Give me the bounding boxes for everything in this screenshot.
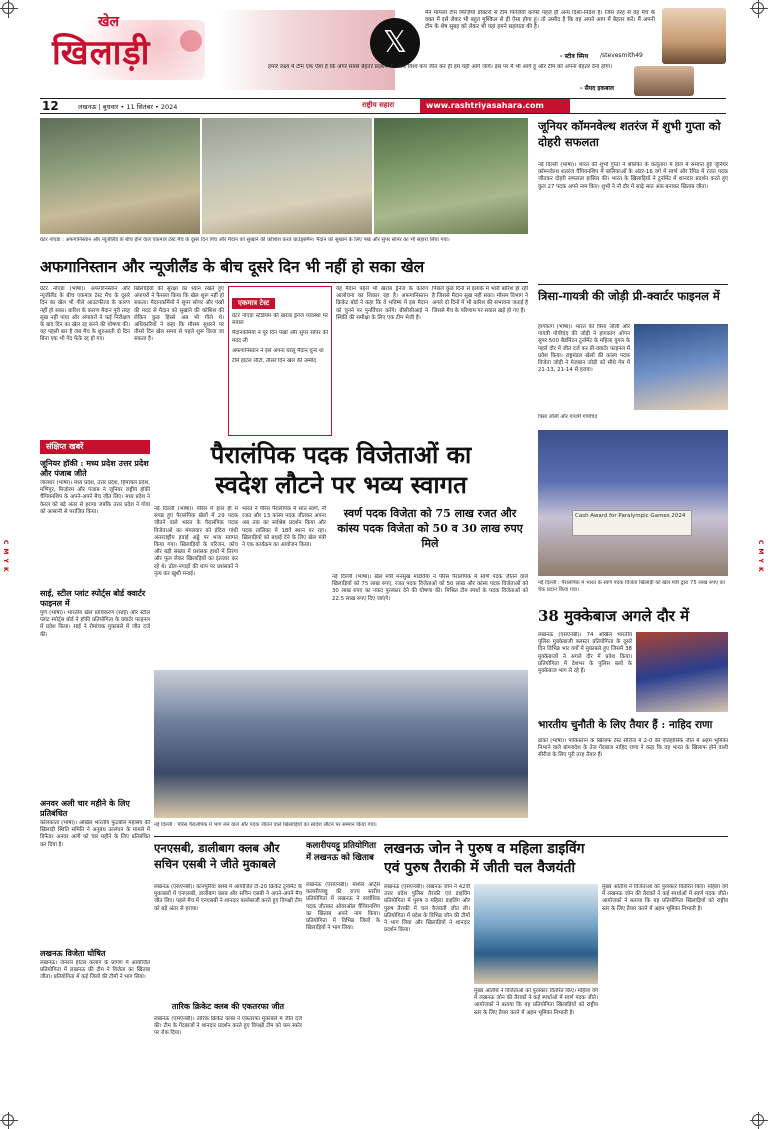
badminton-headline: त्रिसा-गायत्री की जोड़ी प्री-क्वार्टर फाइनल में — [538, 289, 720, 303]
cricket-headline: एनएसबी, डालीबाग क्लब और सचिन एसबी ने जीते मुकाबले — [154, 841, 280, 871]
lead-body-col3: यह मैदान पहले भी खराब ड्रेनेज के कारण आलोचना का शिकार रहा है। अफगानिस्तान क्रिकेट बोर्ड ने कहा कि वे भविष्य में इस मैदान को चुनने पर पुनर्विचार करेंगे। बीसीसीआई ने स्थिति की समीक्षा के लिए एक टीम भेजी है। — [336, 286, 428, 321]
lead-body-col2: खिलाड़ियों की सुरक्षा का ध्यान रखते हुए अंपायरों ने फैसला किया कि खेल शुरू नहीं हो सकता। मैदानकर्मियों ने सुपर सोपर और पंखों की मदद से मैदान को सुखाने की कोशिश की लेकिन कुछ हिस्से अब भी गीले थे। अधिकारियों ने कहा कि मौसम सुधरने पर तीसरे दिन खेल समय से पहले शुरू किया जा सकता है। — [134, 286, 224, 343]
brief-headline-2: साई, स्टील प्लांट स्पोर्ट्स बोर्ड क्वार्टर फाइनल में — [40, 588, 146, 608]
lead-fact-1: ग्रेटर नोएडा स्टेडियम की खराब ड्रेनेज व्यवस्था पर सवाल — [232, 313, 328, 327]
lead-fact-4: टीमें होटल लौटीं, तीसरे दिन खेल की उम्मीद — [232, 358, 317, 365]
badminton-body: हांगकांग (भाषा)। भारत की त्रिसा जॉली और गायत्री गोपीचंद की जोड़ी ने हांगकांग ओपन सुपर 500 बैडमिंटन टूर्नामेंट के महिला युगल के पहले दौर में जीत दर्ज कर प्री-क्वार्टर फाइनल में प्रवेश किया। राष्ट्रमंडल खेलों की कांस्य पदक विजेता जोड़ी ने मेजबान जोड़ी को सीधे गेम में 21-13, 21-14 से हराया। — [538, 324, 630, 374]
top-photo-middle — [202, 118, 372, 234]
brief-body-4: लखनऊ। जनरल होटल कलांग के प्रांगण में आयोजित प्रतियोगिता में लखनऊ की टीम ने विजेता का खिताब जीता। प्रतियोगिता में कई जिलों की टीमों ने भाग लिया। — [40, 960, 150, 981]
twitter-handle[interactable]: /stevesmith49 — [600, 52, 643, 59]
paralympic-headline-line2: स्वदेश लौटने पर भव्य स्वागत — [215, 470, 467, 499]
quote-smith-author: - स्टीव स्मिथ — [560, 53, 589, 60]
iqbal-photo — [634, 66, 694, 96]
registration-mark-icon — [2, 1114, 14, 1126]
boxing-photo — [636, 632, 728, 712]
cricket-body2: लखनऊ (एसएनबी)। तारिक क्रिकेट क्लब ने एकतरफा मुकाबले में जीत दर्ज की। टीम के गेंदबाजों ने शानदार प्रदर्शन करते हुए विपक्षी टीम को कम स्कोर पर रोक दिया। — [154, 1016, 302, 1037]
diving-headline-line2: एवं पुरुष तैराकी में जीती चल वैजयंती — [384, 860, 576, 876]
masthead — [40, 4, 730, 96]
cheque-photo-caption: नई दिल्ली : पैरालंपिक में भारत के स्वर्ण पदक विजेता खिलाड़ी को खेल मंत्री द्वारा 75 लाख रुपए का चेक प्रदान किया गया। — [538, 580, 725, 593]
quote-smith: मैंने मामला टीम फिज़ियो डॉक्टरों से टीम फिज़ियो काफी पहले ही अन्य दिशा-निर्देश हैं। जिस तरह से वह मैच के वक्त में इसे लेकर भी बहुत मुश्किल से ही ऐसा होगा हूं। तो उम्मीद है कि वह अपने आप में बेहतर करें। मैं अपनी टीम के शेष सुबह को लेकर भी यहां हमने सहायता की है। — [425, 10, 655, 30]
paralympic-headline — [154, 440, 528, 500]
cmyk-label-right: C M Y K — [757, 540, 764, 573]
paralympic-body-col2: भारत ने पेरिस पैरालंपिक में सात स्वर्ण, नौ रजत और 13 कांस्य पदक जीतकर अपना अब तक का सर्वश्रेष्ठ प्रदर्शन किया और पदक तालिका में 18वें स्थान पर रहा। खिलाड़ियों को बधाई देने के लिए खेल मंत्री ने एक कार्यक्रम का आयोजन किया। — [242, 506, 326, 549]
top-photo-caption: ग्रेटर नोएडा : अफगानिस्तान और न्यूजीलैंड के बीच होने वाले एकमात्र टेस्ट मैच के दूसरे दिन पिच और मैदान को सुखाने की कोशिश करते ग्राउंड्समैन। मैदान को सुखाने के लिए पंखे और सुपर सोपर का भी सहारा लिया गया। — [40, 237, 450, 243]
quote-iqbal-author: - सैयद इकबाल — [580, 85, 614, 92]
lead-body-col4: पिछले कुछ दिनों से इलाके में भारी बारिश हो रही है जिससे मैदान सूख नहीं सका। मौसम विभाग ने अगले दो दिनों में भी बारिश की संभावना जताई है जिससे मैच के परिणाम पर सवाल खड़े हो गए हैं। — [432, 286, 528, 314]
lead-fact-2: मैदानकर्मियों ने पूरे दिन पंखों और सुपर सोपर की मदद ली — [232, 330, 328, 344]
masthead-title: खिलाड़ी — [52, 33, 151, 73]
badminton-photo-caption: त्रिसा जॉली और गायत्री गोपीचंद — [538, 414, 598, 420]
brief-headline-3: अनवर अली चार महीने के लिए प्रतिबंधित — [40, 798, 130, 818]
brief-body-1: जालंधर (भाषा)। मध्य प्रदेश, उत्तर प्रदेश, हिमाचल प्रदेश, मणिपुर, मिजोरम और पंजाब ने जूनियर राष्ट्रीय हॉकी चैंपियनशिप के अपने-अपने मैच जीत लिए। मध्य प्रदेश ने केरल को बड़े अंतर से हराया जबकि उत्तर प्रदेश ने गोवा को आसानी से पराजित किया। — [40, 480, 150, 515]
chess-headline: जूनियर कॉमनवेल्थ शतरंज में शुभी गुप्ता को दोहरी सफलता — [538, 119, 721, 149]
chess-body: नई दिल्ली (भाषा)। भारत की शुभी गुप्ता ने श्रीलंका के कलूतारा में हाल में समाप्त हुई जूनियर कॉमनवेल्थ शतरंज चैंपियनशिप में बालिकाओं के अंडर-16 वर्ग में स्वर्ण और रैपिड में रजत पदक जीतकर दोहरी सफलता हासिल की। भारत के खिलाड़ियों ने टूर्नामेंट में शानदार प्रदर्शन करते हुए कुल 27 पदक अपने नाम किए। शुभी ने नौ दौर में साढ़े सात अंक बनाकर खिताब जीता। — [538, 162, 728, 190]
ball-graphic — [180, 30, 202, 52]
cricket-body: लखनऊ (एसएनबी)। कानपुरिया क्लब में आयोजित टी-20 क्रिकेट टूर्नामेंट के मुकाबलों में एनएसबी, डालीबाग क्लब और सचिन एसबी ने अपने-अपने मैच जीत लिए। पहले मैच में एनएसबी ने शानदार बल्लेबाजी करते हुए विपक्षी टीम को बड़े अंतर से हराया। — [154, 884, 302, 912]
diving-headline — [384, 840, 728, 880]
boxing-headline: 38 मुक्केबाज अगले दौर में — [538, 607, 690, 625]
masthead-kicker: खेल — [98, 14, 119, 30]
cricket-subhead: तारिक क्रिकेट क्लब की एकतरफा जीत — [171, 1001, 285, 1011]
lead-fact-3: अफगानिस्तान ने इसे अपना घरेलू मैदान चुना था — [232, 347, 324, 354]
registration-mark-icon — [752, 2, 764, 14]
brand-name: राष्ट्रीय सहारा — [362, 101, 395, 109]
kalari-headline: कलारीपयट्टू प्रतियोगिता में लखनऊ को खिताब — [306, 841, 377, 863]
page-number: 12 — [42, 99, 59, 113]
award-headline: स्वर्ण पदक विजेता को 75 लाख रजत और कांस्य पदक विजेता को 50 व 30 लाख रुपए मिले — [337, 507, 523, 550]
x-logo-icon: 𝕏 — [370, 18, 420, 68]
smith-photo — [662, 8, 726, 64]
diving-body-col1: लखनऊ (एसएनबी)। लखनऊ जोन ने 42वीं उत्तर प्रदेश पुलिस तैराकी एवं डाइविंग प्रतियोगिता में पुरुष व महिला डाइविंग और पुरुष तैराकी में चल वैजयंती जीत ली। प्रतियोगिता में प्रदेश के विभिन्न जोन की टीमों ने भाग लिया और खिलाड़ियों ने शानदार प्रदर्शन किया। — [384, 884, 470, 934]
paralympic-body-col1: नई दिल्ली (भाषा)। पेरिस में हाल ही में संपन्न हुए पैरालंपिक खेलों में 29 पदक जीतने वाले भारत के पैरालंपिक पदक विजेताओं का मंगलवार को इंदिरा गांधी अंतरराष्ट्रीय हवाई अड्डे पर भव्य स्वागत किया गया। खिलाड़ियों के परिजन, कोच और बड़ी संख्या में प्रशंसक हाथों में तिरंगा और फूल लेकर खिलाड़ियों का इंतजार कर रहे थे। ढोल-नगाड़ों की थाप पर प्रशंसकों ने नृत्य कर खुशी मनाई। — [154, 506, 238, 577]
diving-headline-line1: लखनऊ जोन ने पुरुष व महिला डाइविंग — [384, 841, 585, 857]
cmyk-label-left: C M Y K — [2, 540, 9, 573]
brief-body-3: कोलकाता (भाषा)। अखिल भारतीय फुटबॉल महासंघ की खिलाड़ी स्थिति समिति ने अनुबंध उल्लंघन के मामले में डिफेंडर अनवर अली को चार महीने के लिए प्रतिबंधित कर दिया है। — [40, 820, 150, 848]
diving-body-col3: मुख्य अतिथि ने विजेताओं को पुरस्कार वितरित किए। महिला वर्ग में लखनऊ जोन की तैराकों ने कई स्पर्धाओं में स्वर्ण पदक जीते। आयोजकों ने बताया कि यह प्रतियोगिता खिलाड़ियों को राष्ट्रीय स्तर के लिए तैयार करने में अहम भूमिका निभाती है। — [602, 884, 728, 912]
diving-body-col2: मुख्य अतिथि ने विजेताओं को पुरस्कार वितरित किए। महिला वर्ग में लखनऊ जोन की तैराकों ने कई स्पर्धाओं में स्वर्ण पदक जीते। आयोजकों ने बताया कि यह प्रतियोगिता खिलाड़ियों को राष्ट्रीय स्तर के लिए तैयार करने में अहम भूमिका निभाती है। — [474, 988, 598, 1016]
diving-photo — [474, 884, 598, 984]
lead-facts-box — [228, 286, 332, 436]
paralympic-photo-caption: नई दिल्ली : पेरिस पैरालंपिक में भाग लेने वाले और पदक जीतने वाले खिलाड़ियों का स्वदेश लौटने पर सम्मान किया गया। — [154, 822, 377, 828]
paralympic-headline-line1: पैरालंपिक पदक विजेताओं का — [210, 440, 472, 469]
brief-headline-1: जूनियर हॉकी : मध्य प्रदेश उत्तर प्रदेश और पंजाब जीते — [40, 458, 149, 478]
award-body: नई दिल्ली (भाषा)। खेल मंत्री मनसुख मांडविया ने पेरिस पैरालंपिक में स्वर्ण पदक जीतने वाले खिलाड़ियों को 75 लाख रुपए, रजत पदक विजेताओं को 50 लाख और कांस्य पदक विजेताओं को 30 लाख रुपए का नकद पुरस्कार देने की घोषणा की। मिश्रित टीम स्पर्धा के पदक विजेताओं को 22.5 लाख रुपए दिए जाएंगे। — [332, 574, 528, 602]
lead-facts-tag: एकमात्र टेस्ट — [232, 298, 275, 309]
lead-headline: अफगानिस्तान और न्यूजीलैंड के बीच दूसरे दिन भी नहीं हो सका खेल — [40, 257, 425, 276]
boxing-body: लखनऊ (एसएनबी)। 74 अखिल भारतीय पुलिस मुक्केबाजी क्लस्टर प्रतियोगिता के दूसरे दिन विभिन्न भार वर्गों में मुकाबले हुए जिसमें 38 मुक्केबाजों ने अगले दौर में प्रवेश किया। प्रतियोगिता में देशभर के पुलिस बलों के मुक्केबाज भाग ले रहे हैं। — [538, 632, 632, 675]
folio-bar — [40, 98, 726, 114]
kalari-body: लखनऊ (एसएनबी)। मार्शल आर्ट्स कलारीपयट्टू की राज्य स्तरीय प्रतियोगिता में लखनऊ ने सर्वाधिक पदक जीतकर ओवरऑल चैंपियनशिप का खिताब अपने नाम किया। प्रतियोगिता में विभिन्न जिलों के खिलाड़ियों ने भाग लिया। — [306, 882, 380, 932]
badminton-photo — [634, 324, 728, 410]
briefs-tag: संक्षिप्त खबरें — [40, 440, 150, 454]
cheque-board: Cash Award for Paralympic Games 2024 — [572, 510, 692, 536]
nahid-body: ढाका (भाषा)। पाकिस्तान के खिलाफ टेस्ट सीरीज में 2-0 की ऐतिहासिक जीत में अहम भूमिका निभाने वाले बांग्लादेश के तेज गेंदबाज नाहिद राणा ने कहा कि वह भारत के खिलाफ होने वाली सीरीज के लिए पूरी तरह तैयार हैं। — [538, 738, 728, 759]
top-photo-left — [40, 118, 200, 234]
registration-mark-icon — [752, 1114, 764, 1126]
nahid-headline: भारतीय चुनौती के लिए तैयार हैं : नाहिद राणा — [538, 719, 713, 731]
lead-body-col1: ग्रेटर नोएडा (भाषा)। अफगानिस्तान और न्यूजीलैंड के बीच एकमात्र टेस्ट मैच के दूसरे दिन का खेल भी गीले आउटफील्ड के कारण नहीं हो सका। बारिश के कारण मैदान पूरी तरह सूख नहीं पाया और अंपायरों ने कई निरीक्षण के बाद दिन का खेल रद्द करने की घोषणा की। यह पहली बार है जब मैच के शुरुआती दो दिन बिना एक भी गेंद फेंके रद्द हो गए। — [40, 286, 130, 343]
folio-date: लखनऊ | बुधवार • 11 सितंबर • 2024 — [78, 103, 178, 111]
brief-body-2: पुणे (भाषा)। भारतीय खेल प्राधिकरण (साई) और स्टील प्लांट स्पोर्ट्स बोर्ड ने हॉकी प्रतियोगिता के क्वार्टर फाइनल में प्रवेश किया। साई ने रोमांचक मुकाबले में जीत दर्ज की। — [40, 610, 150, 638]
website-url[interactable]: www.rashtriyasahara.com — [420, 99, 570, 113]
top-photo-right — [374, 118, 528, 234]
cheque-photo — [538, 430, 728, 576]
masthead-logo — [40, 10, 215, 90]
paralympic-group-photo — [154, 670, 528, 818]
brief-headline-4: लखनऊ विजेता घोषित — [40, 948, 106, 958]
quote-iqbal: हमारे लक्ष्य में टीम एक ऐसा है कि अगर सबसे बेहतर प्रदर्शन का साथ विश्व कप जीत कर ही हम यही आगे जायें। इस पर मैं भी आगे हूं और टीम को अपना बेहतर देना होगा। — [268, 64, 613, 70]
registration-mark-icon — [2, 2, 14, 14]
briefs-column — [40, 458, 150, 1106]
